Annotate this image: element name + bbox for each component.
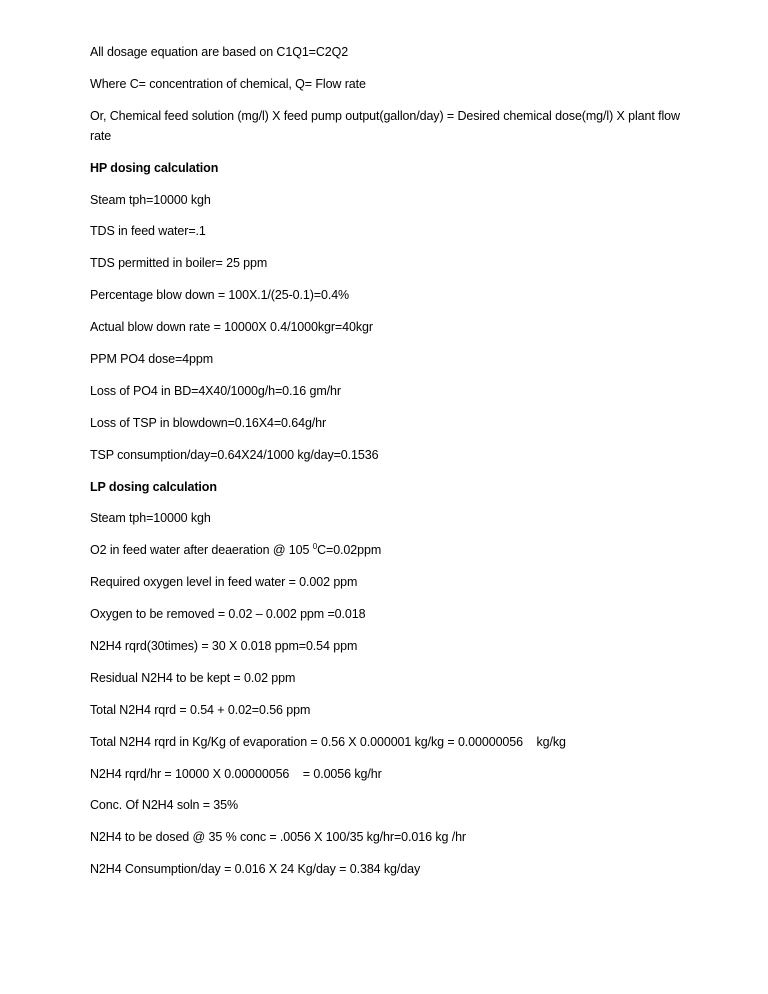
lp-dosing-heading: LP dosing calculation <box>90 479 217 494</box>
o2-text-suffix: C=0.02ppm <box>317 543 382 558</box>
equation-definition: Where C= concentration of chemical, Q= Flow rate <box>90 76 366 91</box>
n2h4-dose-rate: N2H4 to be dosed @ 35 % conc = .0056 X 100/35 kg/hr=0.016 kg /hr <box>90 830 466 845</box>
hp-steam-tph: Steam tph=10000 kgh <box>90 192 211 207</box>
o2-text-prefix: O2 in feed water after deaeration @ 105 <box>90 543 313 558</box>
n2h4-consumption-day: N2H4 Consumption/day = 0.016 X 24 Kg/day = 0.384 kg/day <box>90 862 421 877</box>
equation-intro: All dosage equation are based on C1Q1=C2Q2 <box>90 45 349 59</box>
po4-loss: Loss of PO4 in BD=4X40/1000g/h=0.16 gm/hr <box>90 383 341 398</box>
n2h4-required: N2H4 rqrd(30times) = 30 X 0.018 ppm=0.54 ppm <box>90 639 358 654</box>
total-n2h4: Total N2H4 rqrd = 0.54 + 0.02=0.56 ppm <box>90 702 311 717</box>
oxygen-to-remove: Oxygen to be removed = 0.02 – 0.002 ppm =0.018 <box>90 607 366 622</box>
document-body <box>90 42 690 891</box>
tds-feed-water: TDS in feed water=.1 <box>90 224 206 239</box>
tds-permitted: TDS permitted in boiler= 25 ppm <box>90 256 268 271</box>
residual-n2h4: Residual N2H4 to be kept = 0.02 ppm <box>90 670 296 685</box>
degree-superscript: 0 <box>312 542 318 552</box>
tsp-consumption: TSP consumption/day=0.64X24/1000 kg/day=0.1536 <box>90 447 379 462</box>
n2h4-concentration: Conc. Of N2H4 soln = 35% <box>90 798 239 813</box>
total-n2h4-per-kg: Total N2H4 rqrd in Kg/Kg of evaporation = 0.56 X 0.000001 kg/kg = 0.00000056 kg/kg <box>90 734 566 749</box>
ppm-po4-dose: PPM PO4 dose=4ppm <box>90 352 214 367</box>
percentage-blowdown: Percentage blow down = 100X.1/(25-0.1)=0.4% <box>90 288 350 303</box>
lp-steam-tph: Steam tph=10000 kgh <box>90 511 211 526</box>
actual-blowdown-rate: Actual blow down rate = 10000X 0.4/1000kgr=40kgr <box>90 320 373 335</box>
hp-dosing-heading: HP dosing calculation <box>90 160 219 175</box>
feed-solution-formula: Or, Chemical feed solution (mg/l) X feed pump output(gallon/day) = Desired chemical dose(mg/l) X plant flow rate <box>90 108 680 143</box>
n2h4-per-hour: N2H4 rqrd/hr = 10000 X 0.00000056 = 0.0056 kg/hr <box>90 766 382 781</box>
tsp-loss: Loss of TSP in blowdown=0.16X4=0.64g/hr <box>90 415 327 430</box>
required-oxygen-level: Required oxygen level in feed water = 0.002 ppm <box>90 575 358 590</box>
o2-feed-water <box>90 540 690 560</box>
